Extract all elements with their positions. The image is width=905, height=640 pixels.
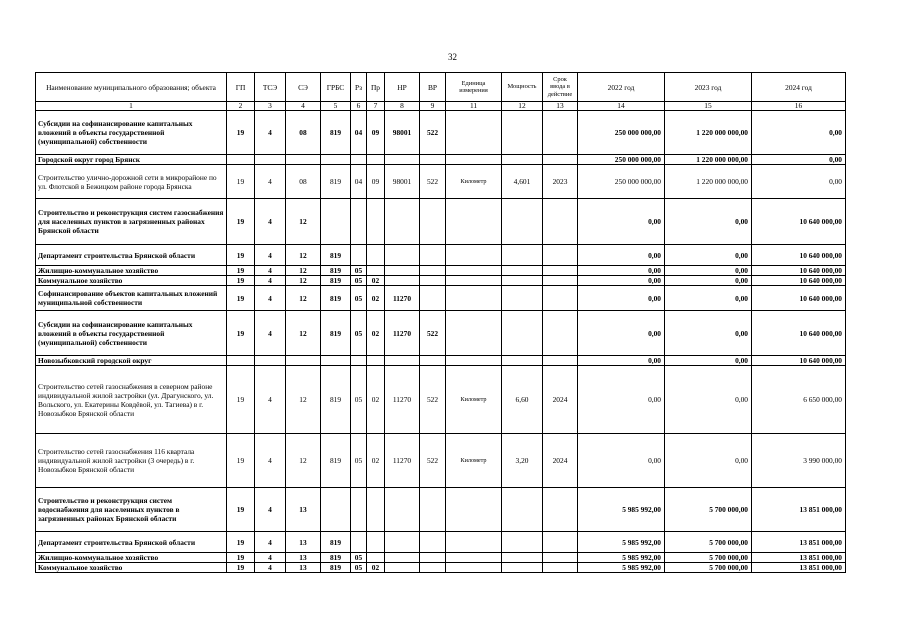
column-number: 9 bbox=[420, 102, 446, 111]
cell-nr: 98001 bbox=[385, 111, 420, 155]
cell-grbs bbox=[321, 356, 351, 366]
cell-y2022: 0,00 bbox=[578, 311, 665, 356]
cell-gp: 19 bbox=[227, 488, 255, 532]
cell-vr bbox=[420, 199, 446, 245]
cell-vr bbox=[420, 155, 446, 165]
cell-grbs: 819 bbox=[321, 366, 351, 434]
cell-power bbox=[502, 356, 543, 366]
header-gp: ГП bbox=[227, 73, 255, 102]
cell-y2024: 10 640 000,00 bbox=[752, 311, 846, 356]
column-number: 13 bbox=[543, 102, 578, 111]
cell-rz bbox=[351, 199, 367, 245]
cell-se: 12 bbox=[286, 366, 321, 434]
cell-y2022: 5 985 992,00 bbox=[578, 563, 665, 573]
cell-se: 13 bbox=[286, 488, 321, 532]
cell-name: Софинансирование объектов капитальных вложений муниципальной собственности bbox=[36, 286, 227, 311]
cell-y2024: 10 640 000,00 bbox=[752, 266, 846, 276]
cell-grbs: 819 bbox=[321, 276, 351, 286]
cell-pr bbox=[367, 356, 385, 366]
cell-rz bbox=[351, 245, 367, 266]
cell-pr: 09 bbox=[367, 165, 385, 199]
cell-grbs: 819 bbox=[321, 266, 351, 276]
cell-nr: 11270 bbox=[385, 311, 420, 356]
budget-table bbox=[35, 72, 846, 573]
column-number-row bbox=[36, 102, 846, 111]
cell-y2024: 13 851 000,00 bbox=[752, 532, 846, 553]
header-2024: 2024 год bbox=[752, 73, 846, 102]
cell-nr bbox=[385, 245, 420, 266]
cell-unit bbox=[446, 111, 502, 155]
cell-y2023: 0,00 bbox=[665, 356, 752, 366]
cell-y2022: 0,00 bbox=[578, 266, 665, 276]
cell-tse: 4 bbox=[255, 165, 286, 199]
cell-grbs: 819 bbox=[321, 532, 351, 553]
cell-y2023: 1 220 000 000,00 bbox=[665, 111, 752, 155]
cell-se: 12 bbox=[286, 276, 321, 286]
cell-tse: 4 bbox=[255, 434, 286, 488]
cell-gp: 19 bbox=[227, 199, 255, 245]
column-number: 1 bbox=[36, 102, 227, 111]
cell-y2022: 0,00 bbox=[578, 199, 665, 245]
cell-se: 12 bbox=[286, 199, 321, 245]
cell-y2023: 0,00 bbox=[665, 434, 752, 488]
cell-pr: 02 bbox=[367, 434, 385, 488]
cell-rz: 05 bbox=[351, 266, 367, 276]
cell-y2023: 0,00 bbox=[665, 245, 752, 266]
header-term: Срок ввода в действие bbox=[543, 73, 578, 102]
table-row bbox=[36, 111, 846, 155]
cell-vr bbox=[420, 553, 446, 563]
cell-grbs bbox=[321, 199, 351, 245]
cell-term bbox=[543, 311, 578, 356]
cell-grbs bbox=[321, 155, 351, 165]
cell-name: Субсидии на софинансирование капитальных вложений в объекты государственной (муниципальной) собственности bbox=[36, 111, 227, 155]
cell-gp: 19 bbox=[227, 266, 255, 276]
cell-nr bbox=[385, 155, 420, 165]
cell-rz: 05 bbox=[351, 286, 367, 311]
cell-term bbox=[543, 488, 578, 532]
cell-rz: 05 bbox=[351, 553, 367, 563]
cell-rz: 05 bbox=[351, 311, 367, 356]
table-row bbox=[36, 165, 846, 199]
column-number: 2 bbox=[227, 102, 255, 111]
table-row bbox=[36, 155, 846, 165]
cell-unit bbox=[446, 553, 502, 563]
cell-se: 13 bbox=[286, 563, 321, 573]
cell-y2024: 0,00 bbox=[752, 111, 846, 155]
cell-vr: 522 bbox=[420, 434, 446, 488]
cell-se: 12 bbox=[286, 266, 321, 276]
cell-pr bbox=[367, 553, 385, 563]
cell-nr bbox=[385, 266, 420, 276]
cell-name: Департамент строительства Брянской области bbox=[36, 245, 227, 266]
column-number: 7 bbox=[367, 102, 385, 111]
cell-unit bbox=[446, 155, 502, 165]
cell-tse: 4 bbox=[255, 266, 286, 276]
table-row bbox=[36, 488, 846, 532]
cell-nr bbox=[385, 532, 420, 553]
cell-y2022: 250 000 000,00 bbox=[578, 155, 665, 165]
table-row bbox=[36, 276, 846, 286]
cell-y2022: 250 000 000,00 bbox=[578, 165, 665, 199]
cell-y2024: 0,00 bbox=[752, 165, 846, 199]
table-row bbox=[36, 199, 846, 245]
cell-power bbox=[502, 488, 543, 532]
cell-nr bbox=[385, 356, 420, 366]
cell-nr: 11270 bbox=[385, 434, 420, 488]
table-row bbox=[36, 286, 846, 311]
cell-unit bbox=[446, 245, 502, 266]
cell-y2022: 0,00 bbox=[578, 356, 665, 366]
cell-nr bbox=[385, 563, 420, 573]
cell-power bbox=[502, 266, 543, 276]
cell-y2024: 13 851 000,00 bbox=[752, 488, 846, 532]
cell-term bbox=[543, 266, 578, 276]
cell-term bbox=[543, 532, 578, 553]
cell-vr bbox=[420, 266, 446, 276]
cell-term bbox=[543, 199, 578, 245]
cell-rz bbox=[351, 155, 367, 165]
cell-name: Городской округ город Брянск bbox=[36, 155, 227, 165]
cell-y2024: 0,00 bbox=[752, 155, 846, 165]
cell-unit bbox=[446, 276, 502, 286]
cell-y2022: 5 985 992,00 bbox=[578, 553, 665, 563]
cell-grbs bbox=[321, 488, 351, 532]
cell-y2024: 13 851 000,00 bbox=[752, 563, 846, 573]
cell-power: 4,601 bbox=[502, 165, 543, 199]
cell-power bbox=[502, 286, 543, 311]
header-grbs: ГРБС bbox=[321, 73, 351, 102]
cell-unit: Километр bbox=[446, 434, 502, 488]
cell-unit bbox=[446, 311, 502, 356]
cell-y2023: 1 220 000 000,00 bbox=[665, 155, 752, 165]
header-name: Наименование муниципального образования; объекта bbox=[36, 73, 227, 102]
cell-y2023: 5 700 000,00 bbox=[665, 563, 752, 573]
table-row bbox=[36, 563, 846, 573]
column-number: 3 bbox=[255, 102, 286, 111]
cell-term: 2023 bbox=[543, 165, 578, 199]
cell-tse: 4 bbox=[255, 366, 286, 434]
cell-power bbox=[502, 245, 543, 266]
cell-y2024: 10 640 000,00 bbox=[752, 276, 846, 286]
cell-name: Субсидии на софинансирование капитальных вложений в объекты государственной (муниципальной) собственности bbox=[36, 311, 227, 356]
cell-tse bbox=[255, 356, 286, 366]
table-row bbox=[36, 311, 846, 356]
header-rz: Рз bbox=[351, 73, 367, 102]
cell-nr: 11270 bbox=[385, 366, 420, 434]
cell-pr bbox=[367, 245, 385, 266]
cell-y2023: 5 700 000,00 bbox=[665, 532, 752, 553]
cell-pr bbox=[367, 488, 385, 532]
cell-y2024: 6 650 000,00 bbox=[752, 366, 846, 434]
cell-pr bbox=[367, 266, 385, 276]
cell-tse: 4 bbox=[255, 286, 286, 311]
header-unit: Единица измерения bbox=[446, 73, 502, 102]
cell-gp: 19 bbox=[227, 311, 255, 356]
cell-vr: 522 bbox=[420, 111, 446, 155]
cell-unit bbox=[446, 266, 502, 276]
cell-pr bbox=[367, 532, 385, 553]
cell-gp: 19 bbox=[227, 111, 255, 155]
cell-power: 6,60 bbox=[502, 366, 543, 434]
cell-unit bbox=[446, 532, 502, 553]
column-number: 14 bbox=[578, 102, 665, 111]
cell-y2022: 0,00 bbox=[578, 366, 665, 434]
cell-rz bbox=[351, 488, 367, 532]
cell-y2022: 0,00 bbox=[578, 276, 665, 286]
cell-power bbox=[502, 155, 543, 165]
cell-y2023: 0,00 bbox=[665, 199, 752, 245]
cell-y2023: 0,00 bbox=[665, 286, 752, 311]
cell-vr bbox=[420, 286, 446, 311]
cell-y2023: 1 220 000 000,00 bbox=[665, 165, 752, 199]
cell-term: 2024 bbox=[543, 366, 578, 434]
cell-power: 3,20 bbox=[502, 434, 543, 488]
cell-y2023: 0,00 bbox=[665, 266, 752, 276]
header-pr: Пр bbox=[367, 73, 385, 102]
cell-rz: 04 bbox=[351, 111, 367, 155]
cell-y2024: 10 640 000,00 bbox=[752, 286, 846, 311]
cell-pr: 02 bbox=[367, 366, 385, 434]
cell-power bbox=[502, 199, 543, 245]
cell-rz: 04 bbox=[351, 165, 367, 199]
cell-gp: 19 bbox=[227, 366, 255, 434]
cell-gp: 19 bbox=[227, 553, 255, 563]
cell-power bbox=[502, 563, 543, 573]
cell-y2023: 5 700 000,00 bbox=[665, 553, 752, 563]
cell-grbs: 819 bbox=[321, 245, 351, 266]
cell-pr: 02 bbox=[367, 286, 385, 311]
cell-grbs: 819 bbox=[321, 563, 351, 573]
cell-power bbox=[502, 276, 543, 286]
cell-y2022: 5 985 992,00 bbox=[578, 532, 665, 553]
cell-y2022: 250 000 000,00 bbox=[578, 111, 665, 155]
cell-term bbox=[543, 286, 578, 311]
cell-nr bbox=[385, 199, 420, 245]
header-vr: ВР bbox=[420, 73, 446, 102]
cell-rz: 05 bbox=[351, 563, 367, 573]
cell-term bbox=[543, 356, 578, 366]
cell-name: Строительство и реконструкция систем водоснабжения для населенных пунктов в загрязненных районах Брянской области bbox=[36, 488, 227, 532]
cell-vr bbox=[420, 488, 446, 532]
cell-pr: 02 bbox=[367, 276, 385, 286]
cell-y2024: 3 990 000,00 bbox=[752, 434, 846, 488]
column-number: 15 bbox=[665, 102, 752, 111]
cell-vr bbox=[420, 276, 446, 286]
header-nr: НР bbox=[385, 73, 420, 102]
cell-vr: 522 bbox=[420, 311, 446, 356]
cell-term bbox=[543, 563, 578, 573]
column-number: 11 bbox=[446, 102, 502, 111]
cell-power bbox=[502, 553, 543, 563]
cell-name: Жилищно-коммунальное хозяйство bbox=[36, 553, 227, 563]
cell-unit bbox=[446, 488, 502, 532]
column-number: 5 bbox=[321, 102, 351, 111]
cell-y2022: 5 985 992,00 bbox=[578, 488, 665, 532]
cell-tse: 4 bbox=[255, 563, 286, 573]
table-row bbox=[36, 266, 846, 276]
cell-y2023: 0,00 bbox=[665, 276, 752, 286]
cell-vr bbox=[420, 563, 446, 573]
table-row bbox=[36, 245, 846, 266]
cell-unit: Километр bbox=[446, 366, 502, 434]
cell-y2022: 0,00 bbox=[578, 286, 665, 311]
column-number: 16 bbox=[752, 102, 846, 111]
cell-gp: 19 bbox=[227, 286, 255, 311]
cell-vr bbox=[420, 245, 446, 266]
cell-se bbox=[286, 356, 321, 366]
cell-tse bbox=[255, 155, 286, 165]
cell-name: Строительство сетей газоснабжения в северном районе индивидуальной жилой застройки (ул. Драгунского, ул. Вольского, ул. Екатерины Ковдёвой, ул. Тагиева) в г. Новозыбков Брянской области bbox=[36, 366, 227, 434]
cell-power bbox=[502, 532, 543, 553]
cell-name: Жилищно-коммунальное хозяйство bbox=[36, 266, 227, 276]
cell-y2022: 0,00 bbox=[578, 245, 665, 266]
cell-unit bbox=[446, 356, 502, 366]
cell-term bbox=[543, 111, 578, 155]
cell-name: Строительство сетей газоснабжения 116 квартала индивидуальной жилой застройки (3 очередь) в г. Новозыбков Брянской области bbox=[36, 434, 227, 488]
cell-tse: 4 bbox=[255, 276, 286, 286]
header-2022: 2022 год bbox=[578, 73, 665, 102]
cell-tse: 4 bbox=[255, 245, 286, 266]
cell-y2024: 10 640 000,00 bbox=[752, 245, 846, 266]
cell-tse: 4 bbox=[255, 311, 286, 356]
header-se: СЭ bbox=[286, 73, 321, 102]
cell-tse: 4 bbox=[255, 199, 286, 245]
column-number: 12 bbox=[502, 102, 543, 111]
cell-gp bbox=[227, 155, 255, 165]
cell-se: 08 bbox=[286, 165, 321, 199]
cell-vr bbox=[420, 356, 446, 366]
cell-tse: 4 bbox=[255, 532, 286, 553]
cell-se: 12 bbox=[286, 311, 321, 356]
cell-name: Коммунальное хозяйство bbox=[36, 563, 227, 573]
header-power: Мощность bbox=[502, 73, 543, 102]
cell-gp: 19 bbox=[227, 563, 255, 573]
cell-se: 13 bbox=[286, 532, 321, 553]
cell-y2024: 13 851 000,00 bbox=[752, 553, 846, 563]
cell-y2023: 5 700 000,00 bbox=[665, 488, 752, 532]
column-number: 8 bbox=[385, 102, 420, 111]
cell-gp: 19 bbox=[227, 276, 255, 286]
cell-rz: 05 bbox=[351, 366, 367, 434]
header-2023: 2023 год bbox=[665, 73, 752, 102]
cell-term bbox=[543, 155, 578, 165]
cell-rz: 05 bbox=[351, 276, 367, 286]
cell-gp: 19 bbox=[227, 245, 255, 266]
cell-grbs: 819 bbox=[321, 165, 351, 199]
cell-y2022: 0,00 bbox=[578, 434, 665, 488]
table-row bbox=[36, 532, 846, 553]
cell-gp: 19 bbox=[227, 165, 255, 199]
cell-unit bbox=[446, 286, 502, 311]
column-number: 6 bbox=[351, 102, 367, 111]
cell-pr: 02 bbox=[367, 311, 385, 356]
cell-gp: 19 bbox=[227, 532, 255, 553]
header-tse: ТСЭ bbox=[255, 73, 286, 102]
cell-nr: 98001 bbox=[385, 165, 420, 199]
cell-tse: 4 bbox=[255, 111, 286, 155]
cell-pr bbox=[367, 155, 385, 165]
cell-gp: 19 bbox=[227, 434, 255, 488]
cell-nr bbox=[385, 488, 420, 532]
cell-vr: 522 bbox=[420, 165, 446, 199]
cell-name: Строительство и реконструкция систем газоснабжения для населенных пунктов в загрязненных районах Брянской области bbox=[36, 199, 227, 245]
cell-gp bbox=[227, 356, 255, 366]
cell-grbs: 819 bbox=[321, 111, 351, 155]
cell-unit: Километр bbox=[446, 165, 502, 199]
cell-term bbox=[543, 245, 578, 266]
cell-se: 08 bbox=[286, 111, 321, 155]
cell-term: 2024 bbox=[543, 434, 578, 488]
cell-vr: 522 bbox=[420, 366, 446, 434]
cell-se: 13 bbox=[286, 553, 321, 563]
cell-nr bbox=[385, 276, 420, 286]
cell-se: 12 bbox=[286, 434, 321, 488]
cell-nr bbox=[385, 553, 420, 563]
cell-y2023: 0,00 bbox=[665, 311, 752, 356]
cell-se: 12 bbox=[286, 286, 321, 311]
cell-unit bbox=[446, 199, 502, 245]
cell-power bbox=[502, 311, 543, 356]
cell-rz bbox=[351, 356, 367, 366]
cell-grbs: 819 bbox=[321, 553, 351, 563]
table-row bbox=[36, 366, 846, 434]
cell-unit bbox=[446, 563, 502, 573]
table-row bbox=[36, 434, 846, 488]
cell-tse: 4 bbox=[255, 488, 286, 532]
cell-y2024: 10 640 000,00 bbox=[752, 199, 846, 245]
cell-vr bbox=[420, 532, 446, 553]
cell-y2023: 0,00 bbox=[665, 366, 752, 434]
column-number: 4 bbox=[286, 102, 321, 111]
cell-name: Новозыбковский городской округ bbox=[36, 356, 227, 366]
cell-pr bbox=[367, 199, 385, 245]
cell-grbs: 819 bbox=[321, 311, 351, 356]
cell-y2024: 10 640 000,00 bbox=[752, 356, 846, 366]
cell-pr: 02 bbox=[367, 563, 385, 573]
table-row bbox=[36, 356, 846, 366]
table-row bbox=[36, 553, 846, 563]
cell-se: 12 bbox=[286, 245, 321, 266]
header-row bbox=[36, 73, 846, 102]
page-number: 32 bbox=[448, 52, 457, 62]
cell-name: Строительство улично-дорожной сети в микрорайоне по ул. Флотской в Бежицком районе города Брянска bbox=[36, 165, 227, 199]
cell-term bbox=[543, 553, 578, 563]
cell-rz: 05 bbox=[351, 434, 367, 488]
cell-power bbox=[502, 111, 543, 155]
cell-term bbox=[543, 276, 578, 286]
cell-tse: 4 bbox=[255, 553, 286, 563]
cell-rz bbox=[351, 532, 367, 553]
cell-pr: 09 bbox=[367, 111, 385, 155]
cell-name: Департамент строительства Брянской области bbox=[36, 532, 227, 553]
cell-nr: 11270 bbox=[385, 286, 420, 311]
cell-se bbox=[286, 155, 321, 165]
cell-grbs: 819 bbox=[321, 286, 351, 311]
cell-grbs: 819 bbox=[321, 434, 351, 488]
cell-name: Коммунальное хозяйство bbox=[36, 276, 227, 286]
